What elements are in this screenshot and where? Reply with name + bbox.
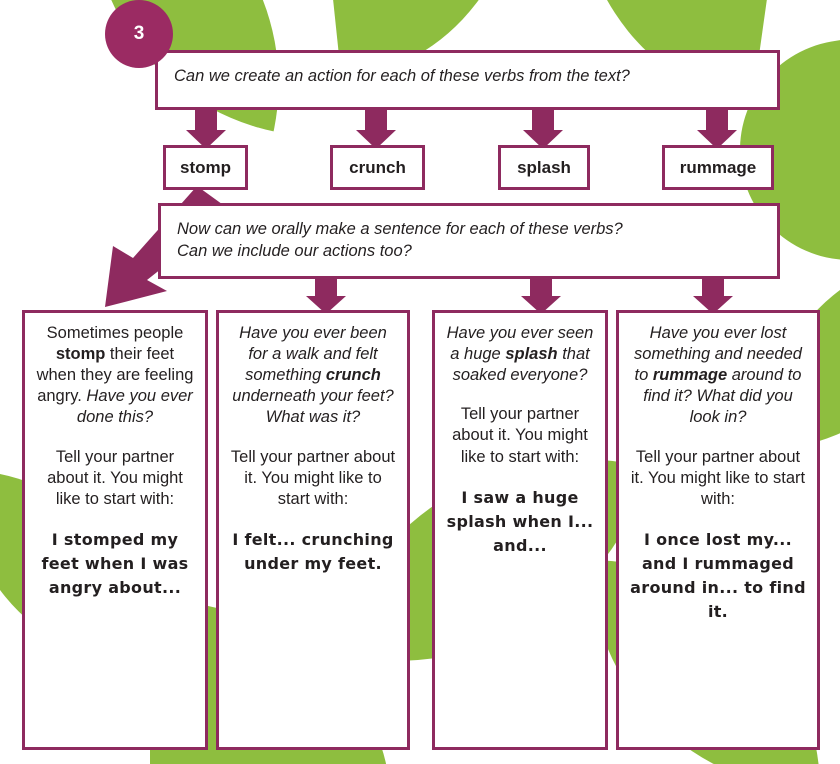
activity-card-2 (216, 310, 410, 750)
card-2-question (228, 323, 398, 429)
card-1-verb: stomp (55, 345, 106, 364)
card-1-question (34, 323, 196, 429)
middle-prompt-line-1: Now can we orally make a sentence for each of these verbs? (177, 220, 623, 238)
verb-box-crunch: crunch (330, 145, 425, 190)
arrow-to-rummage (696, 110, 738, 150)
top-prompt-box: Can we create an action for each of these verbs from the text? (155, 50, 780, 110)
card-3-verb: splash (505, 345, 558, 364)
card-3-sentence-starter: I saw a huge splash when I... and... (446, 487, 594, 555)
activity-card-1 (22, 310, 208, 750)
activity-card-4 (616, 310, 820, 750)
card-4-question (628, 323, 808, 429)
activity-card-3 (432, 310, 608, 750)
card-4-question-post: around to find it? What did you look in? (643, 366, 802, 427)
arrow-to-stomp (185, 110, 227, 150)
card-3-question-pre: Have you ever seen a huge (446, 324, 594, 364)
card-3-question-post: that soaked everyone? (452, 345, 590, 385)
arrow-to-crunch (355, 110, 397, 150)
card-2-instruction: Tell your partner about it. You might like to start with: (230, 447, 396, 508)
verb-box-stomp: stomp (163, 145, 248, 190)
card-2-question-post: underneath your feet? What was it? (232, 387, 394, 427)
card-2-verb: crunch (325, 366, 381, 385)
card-1-question-tail: Have you ever done this? (76, 387, 193, 427)
card-2-question-pre: Have you ever been for a walk and felt something (239, 324, 387, 385)
arrow-to-splash (522, 110, 564, 150)
card-1-question-post: their feet when they are feeling angry. (36, 345, 194, 406)
card-4-question-pre: Have you ever lost something and needed to (634, 324, 802, 385)
card-4-verb: rummage (652, 366, 728, 385)
card-1-instruction: Tell your partner about it. You might like to start with: (47, 447, 183, 508)
card-1-question-pre: Sometimes people (46, 324, 184, 342)
card-2-sentence-starter: I felt... crunching under my feet. (232, 529, 394, 573)
middle-prompt-box (158, 203, 780, 279)
verb-box-splash: splash (498, 145, 590, 190)
card-1-sentence-starter: I stomped my feet when I was angry about... (41, 529, 189, 597)
card-3-question (444, 323, 596, 386)
verb-box-rummage: rummage (662, 145, 774, 190)
card-4-sentence-starter: I once lost my... and I rummaged around in... to find it. (630, 529, 806, 621)
card-4-instruction: Tell your partner about it. You might like to start with: (630, 447, 806, 508)
card-3-instruction: Tell your partner about it. You might like to start with: (452, 405, 588, 466)
middle-prompt-line-2: Can we include our actions too? (177, 242, 412, 261)
step-number-badge: 3 (105, 0, 173, 68)
